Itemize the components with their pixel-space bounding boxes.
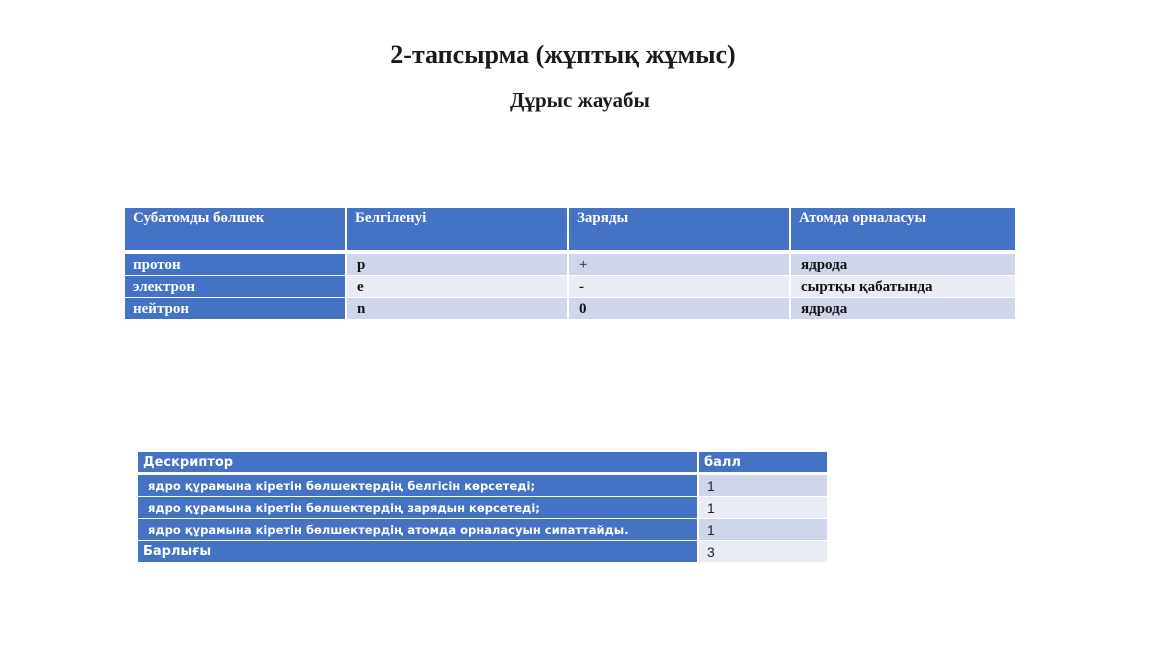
descriptor-text: ядро құрамына кіретін бөлшектердің зарядын көрсетеді; <box>138 496 699 518</box>
table-row <box>125 275 1015 297</box>
particles-table <box>125 208 1015 319</box>
descriptor-score: 1 <box>699 518 827 540</box>
header-symbol: Белгіленуі <box>347 208 569 253</box>
total-label: Барлығы <box>138 540 699 562</box>
header-descriptor: Дескриптор <box>138 452 699 474</box>
particle-charge: + <box>569 253 791 275</box>
descriptor-table <box>138 452 827 562</box>
descriptor-score: 1 <box>699 474 827 496</box>
header-location: Атомда орналасуы <box>791 208 1015 253</box>
table-row <box>125 297 1015 319</box>
total-score: 3 <box>699 540 827 562</box>
particle-charge: 0 <box>569 297 791 319</box>
particle-location: сыртқы қабатында <box>791 275 1015 297</box>
table-header-row <box>125 208 1015 253</box>
particle-symbol: p <box>347 253 569 275</box>
particle-location: ядрода <box>791 253 1015 275</box>
particle-symbol: n <box>347 297 569 319</box>
header-score: балл <box>699 452 827 474</box>
particle-name: протон <box>125 253 347 275</box>
table-row <box>138 496 827 518</box>
page-subtitle: Дұрыс жауабы <box>510 88 650 112</box>
descriptor-text: ядро құрамына кіретін бөлшектердің белгісін көрсетеді; <box>138 474 699 496</box>
table-row <box>125 253 1015 275</box>
particle-name: нейтрон <box>125 297 347 319</box>
header-charge: Заряды <box>569 208 791 253</box>
table-row <box>138 518 827 540</box>
descriptor-score: 1 <box>699 496 827 518</box>
table-row <box>138 474 827 496</box>
particle-location: ядрода <box>791 297 1015 319</box>
page-title: 2-тапсырма (жұптық жұмыс) <box>390 40 736 69</box>
particle-symbol: e <box>347 275 569 297</box>
total-row <box>138 540 827 562</box>
table-header-row <box>138 452 827 474</box>
particle-charge: - <box>569 275 791 297</box>
particle-name: электрон <box>125 275 347 297</box>
header-particle: Субатомды бөлшек <box>125 208 347 253</box>
descriptor-text: ядро құрамына кіретін бөлшектердің атомда орналасуын сипаттайды. <box>138 518 699 540</box>
